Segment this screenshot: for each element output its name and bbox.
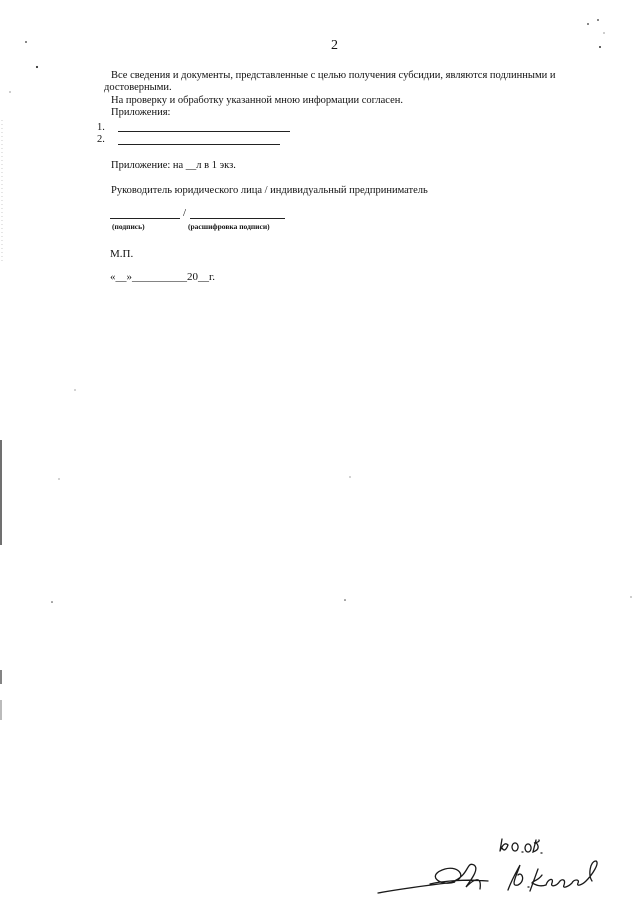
signature-label: (подпись) (112, 222, 145, 231)
signature-slash: / (183, 207, 187, 219)
stamp-place: М.П. (110, 248, 134, 260)
signatory-line: Руководитель юридического лица / индивидуальный предприниматель (111, 185, 428, 196)
consent-line: На проверку и обработку указанной мною информации согласен. (111, 95, 403, 106)
date-line: «__»__________20__г. (110, 271, 216, 283)
signature-decoding-label: (расшифровка подписи) (188, 222, 270, 231)
page-number: 2 (331, 38, 338, 53)
statement-line-1: Все сведения и документы, представленные с целью получения субсидии, являются подлинными и (111, 70, 556, 81)
statement-line-2: достоверными. (104, 82, 172, 93)
attachments-label: Приложения: (111, 107, 171, 118)
attachment-number-2: 2. (97, 134, 105, 145)
attachment-number-1: 1. (97, 122, 105, 133)
appendix-line: Приложение: на __л в 1 экз. (111, 160, 236, 171)
handwritten-signature (370, 835, 620, 900)
